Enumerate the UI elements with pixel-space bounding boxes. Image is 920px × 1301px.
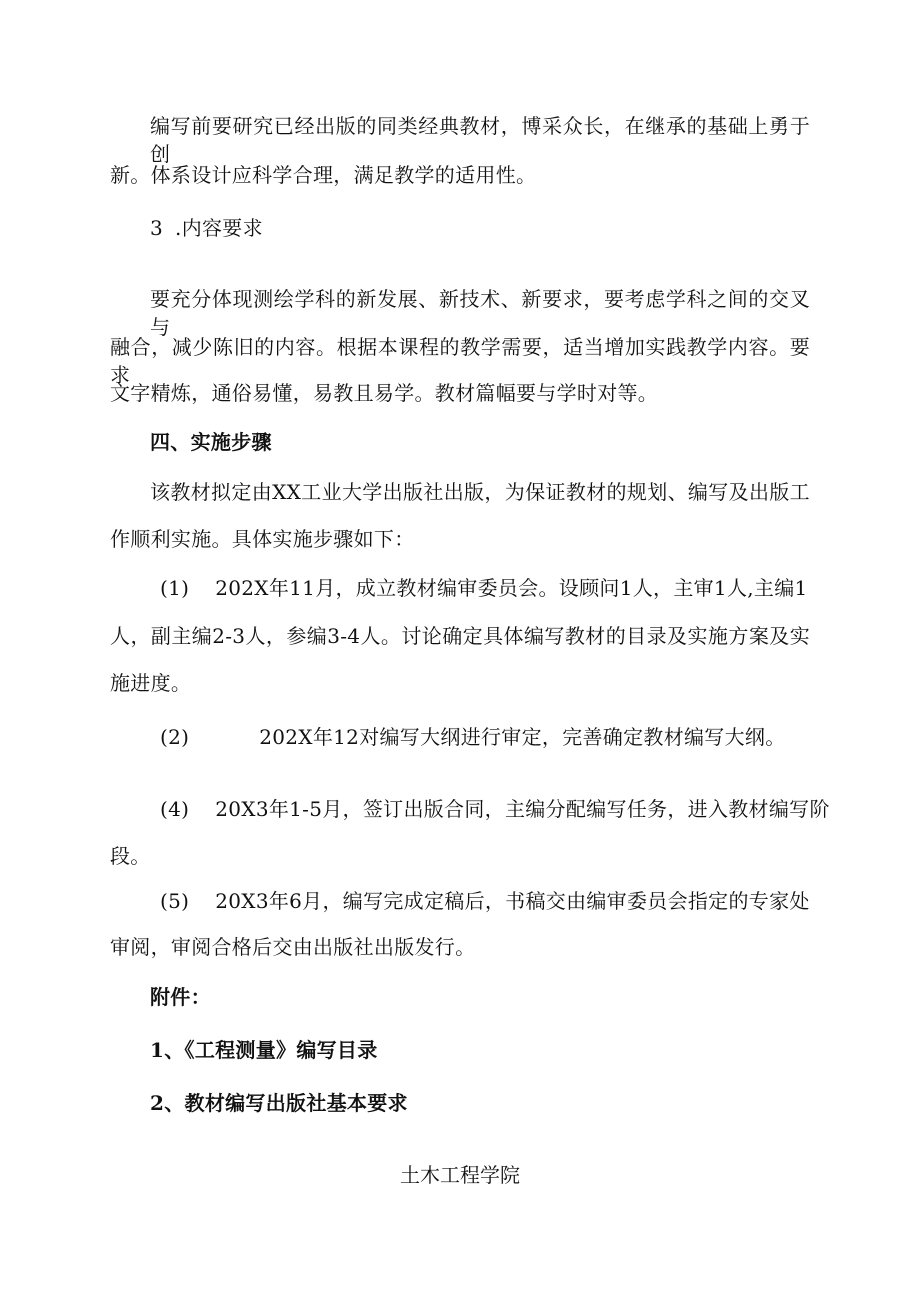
step-4-text: 20X3年1-5月，签订出版合同，主编分配编写任务，进入教材编写阶 xyxy=(215,797,830,821)
step-1-line-1 xyxy=(160,574,808,602)
step-5-number: (5) xyxy=(160,889,190,913)
step-2-line-1 xyxy=(160,723,786,751)
paragraph-2-line-3: 文字精炼，通俗易懂，易教且易学。教材篇幅要与学时对等。 xyxy=(110,381,659,405)
step-2-number: (2) xyxy=(160,725,190,749)
step-2-text: 202X年12对编写大纲进行审定，完善确定教材编写大纲。 xyxy=(259,725,786,749)
step-1-number: (1) xyxy=(160,576,190,600)
paragraph-2-line-1: 要充分体现测绘学科的新发展、新技术、新要求，要考虑学科之间的交叉与 xyxy=(150,287,810,339)
step-4-line-2: 段。 xyxy=(110,844,151,868)
attachment-item-2: 2、教材编写出版社基本要求 xyxy=(150,1091,408,1115)
section-3-number: 3 xyxy=(150,216,164,240)
step-5-text: 20X3年6月，编写完成定稿后，书稿交由编审委员会指定的专家处 xyxy=(215,889,810,913)
step-1-line-3: 施进度。 xyxy=(110,671,192,695)
paragraph-3-line-1: 该教材拟定由XX工业大学出版社出版，为保证教材的规划、编写及出版工 xyxy=(150,480,810,504)
step-1-text: 202X年11月，成立教材编审委员会。设顾问1人，主审1人,主编1 xyxy=(215,576,808,600)
step-1-line-2: 人，副主编2-3人，参编3-4人。讨论确定具体编写教材的目录及实施方案及实 xyxy=(110,624,810,648)
section-4-heading: 四、实施步骤 xyxy=(150,430,272,454)
signature-institution: 土木工程学院 xyxy=(400,1163,520,1187)
step-5-line-1 xyxy=(160,887,810,915)
paragraph-2-line-2: 融合，减少陈旧的内容。根据本课程的教学需要，适当增加实践教学内容。要求 xyxy=(110,335,810,387)
step-4-number: (4) xyxy=(160,797,190,821)
section-3-title: .内容要求 xyxy=(175,216,263,240)
step-4-line-1 xyxy=(160,795,830,823)
attachment-item-1: 1、《工程测量》编写目录 xyxy=(150,1038,378,1062)
paragraph-3-line-2: 作顺利实施。具体实施步骤如下： xyxy=(110,527,415,551)
section-3-heading xyxy=(150,214,263,242)
attachments-label: 附件： xyxy=(150,985,211,1009)
step-5-line-2: 审阅，审阅合格后交由出版社出版发行。 xyxy=(110,935,476,959)
paragraph-1-line-1: 编写前要研究已经出版的同类经典教材，博采众长，在继承的基础上勇于创 xyxy=(150,114,810,166)
paragraph-1-line-2: 新。体系设计应科学合理，满足教学的适用性。 xyxy=(110,163,537,187)
